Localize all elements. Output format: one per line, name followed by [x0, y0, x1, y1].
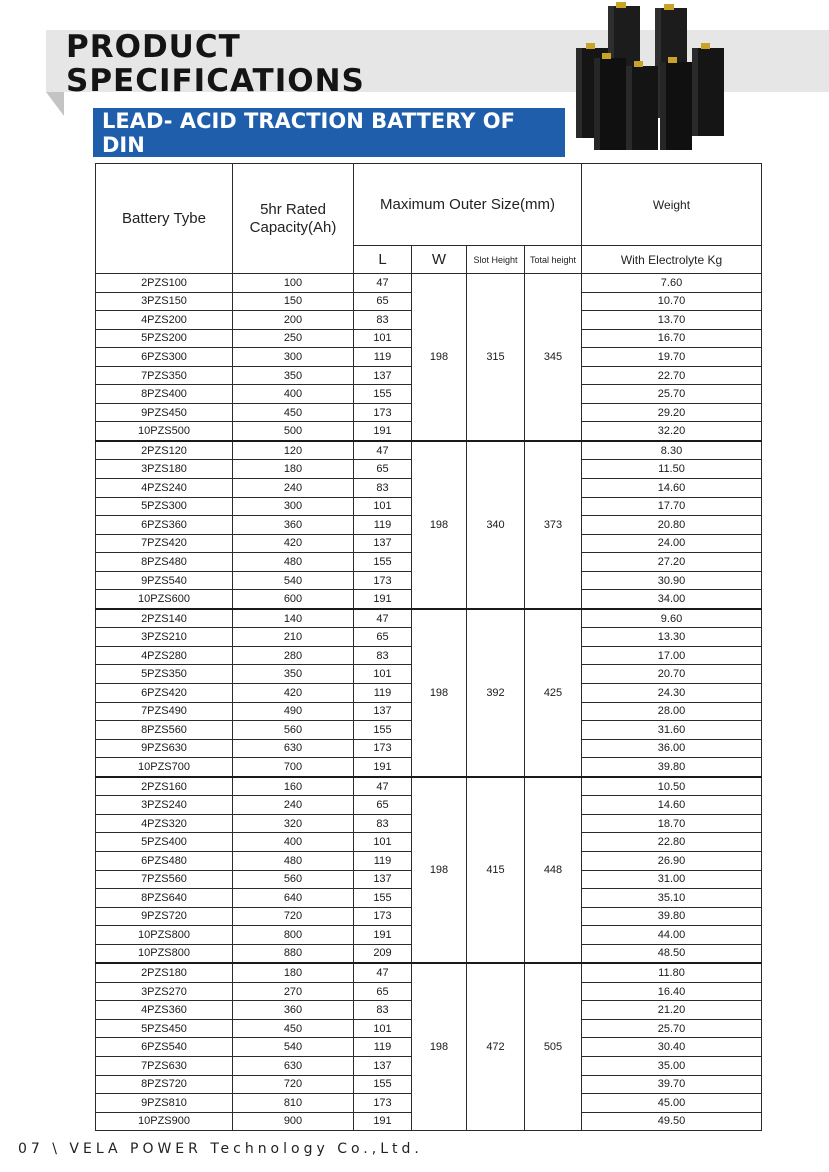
table-row — [96, 274, 762, 293]
battery-cell — [660, 57, 692, 150]
header-l: L — [354, 246, 412, 274]
cell-battery-type: 7PZS630 — [96, 1056, 233, 1075]
cell-capacity: 630 — [233, 1056, 354, 1075]
cell-battery-type: 10PZS700 — [96, 758, 233, 777]
cell-length: 191 — [354, 590, 412, 609]
cell-weight: 26.90 — [582, 851, 762, 870]
cell-total-height: 373 — [525, 441, 582, 609]
header-weight: Weight — [582, 164, 762, 246]
cell-weight: 35.00 — [582, 1056, 762, 1075]
cell-capacity: 360 — [233, 1001, 354, 1020]
cell-capacity: 140 — [233, 609, 354, 628]
cell-battery-type: 10PZS500 — [96, 422, 233, 441]
cell-length: 83 — [354, 814, 412, 833]
header-slot-height: Slot Height — [467, 246, 525, 274]
cell-length: 101 — [354, 665, 412, 684]
cell-total-height: 505 — [525, 963, 582, 1130]
cell-battery-type: 2PZS100 — [96, 274, 233, 293]
cell-weight: 30.90 — [582, 571, 762, 590]
cell-capacity: 280 — [233, 646, 354, 665]
cell-weight: 11.50 — [582, 460, 762, 479]
cell-width: 198 — [412, 609, 467, 777]
cell-battery-type: 8PZS480 — [96, 553, 233, 572]
cell-length: 47 — [354, 441, 412, 460]
cell-battery-type: 9PZS540 — [96, 571, 233, 590]
cell-capacity: 270 — [233, 982, 354, 1001]
cell-capacity: 100 — [233, 274, 354, 293]
battery-cell — [594, 53, 626, 150]
cell-capacity: 150 — [233, 292, 354, 311]
cell-battery-type: 5PZS400 — [96, 833, 233, 852]
header-weight-electrolyte: With Electrolyte Kg — [582, 246, 762, 274]
battery-cell — [626, 61, 658, 150]
cell-length: 83 — [354, 1001, 412, 1020]
cell-length: 83 — [354, 646, 412, 665]
cell-weight: 17.70 — [582, 497, 762, 516]
cell-capacity: 640 — [233, 889, 354, 908]
cell-battery-type: 7PZS350 — [96, 366, 233, 385]
cell-length: 119 — [354, 516, 412, 535]
cell-battery-type: 2PZS140 — [96, 609, 233, 628]
footer-text: 07 \ VELA POWER Technology Co.,Ltd. — [18, 1141, 423, 1157]
cell-weight: 44.00 — [582, 926, 762, 945]
cell-battery-type: 6PZS300 — [96, 348, 233, 367]
header-capacity-line-1: 5hr Rated — [260, 200, 326, 218]
cell-slot-height: 392 — [467, 609, 525, 777]
cell-capacity: 400 — [233, 385, 354, 404]
table-row — [96, 963, 762, 982]
cell-battery-type: 9PZS450 — [96, 403, 233, 422]
cell-weight: 24.30 — [582, 684, 762, 703]
cell-capacity: 450 — [233, 403, 354, 422]
cell-weight: 48.50 — [582, 944, 762, 963]
cell-capacity: 300 — [233, 348, 354, 367]
cell-length: 173 — [354, 403, 412, 422]
cell-length: 155 — [354, 889, 412, 908]
cell-slot-height: 340 — [467, 441, 525, 609]
battery-cells-image — [568, 0, 738, 152]
cell-battery-type: 6PZS480 — [96, 851, 233, 870]
cell-length: 101 — [354, 1019, 412, 1038]
cell-weight: 34.00 — [582, 590, 762, 609]
cell-length: 47 — [354, 609, 412, 628]
cell-capacity: 420 — [233, 684, 354, 703]
cell-weight: 16.70 — [582, 329, 762, 348]
cell-length: 209 — [354, 944, 412, 963]
cell-width: 198 — [412, 274, 467, 441]
cell-weight: 27.20 — [582, 553, 762, 572]
cell-capacity: 560 — [233, 870, 354, 889]
table-row — [96, 777, 762, 796]
cell-capacity: 560 — [233, 721, 354, 740]
cell-capacity: 240 — [233, 796, 354, 815]
cell-length: 65 — [354, 982, 412, 1001]
cell-length: 119 — [354, 1038, 412, 1057]
header-total-height: Total height — [525, 246, 582, 274]
cell-weight: 22.70 — [582, 366, 762, 385]
cell-capacity: 350 — [233, 665, 354, 684]
header-capacity — [233, 164, 354, 274]
cell-slot-height: 415 — [467, 777, 525, 963]
cell-length: 47 — [354, 274, 412, 293]
cell-battery-type: 4PZS200 — [96, 311, 233, 330]
cell-weight: 35.10 — [582, 889, 762, 908]
cell-length: 191 — [354, 926, 412, 945]
cell-battery-type: 9PZS810 — [96, 1094, 233, 1113]
cell-capacity: 360 — [233, 516, 354, 535]
spec-table-body — [96, 274, 762, 1131]
cell-weight: 31.00 — [582, 870, 762, 889]
cell-battery-type: 5PZS200 — [96, 329, 233, 348]
cell-weight: 13.30 — [582, 628, 762, 647]
cell-capacity: 630 — [233, 739, 354, 758]
cell-battery-type: 6PZS360 — [96, 516, 233, 535]
title-line-1: PRODUCT — [66, 29, 241, 65]
cell-capacity: 120 — [233, 441, 354, 460]
cell-battery-type: 8PZS400 — [96, 385, 233, 404]
cell-capacity: 400 — [233, 833, 354, 852]
cell-weight: 32.20 — [582, 422, 762, 441]
cell-capacity: 540 — [233, 1038, 354, 1057]
cell-weight: 16.40 — [582, 982, 762, 1001]
cell-capacity: 880 — [233, 944, 354, 963]
cell-slot-height: 315 — [467, 274, 525, 441]
cell-length: 65 — [354, 628, 412, 647]
cell-weight: 18.70 — [582, 814, 762, 833]
cell-battery-type: 7PZS560 — [96, 870, 233, 889]
cell-capacity: 700 — [233, 758, 354, 777]
cell-length: 65 — [354, 292, 412, 311]
cell-battery-type: 3PZS180 — [96, 460, 233, 479]
cell-weight: 39.70 — [582, 1075, 762, 1094]
cell-battery-type: 8PZS560 — [96, 721, 233, 740]
cell-weight: 11.80 — [582, 963, 762, 982]
cell-weight: 7.60 — [582, 274, 762, 293]
cell-length: 191 — [354, 422, 412, 441]
table-row — [96, 441, 762, 460]
header-outer-size: Maximum Outer Size(mm) — [354, 164, 582, 246]
cell-capacity: 540 — [233, 571, 354, 590]
cell-battery-type: 3PZS240 — [96, 796, 233, 815]
cell-weight: 22.80 — [582, 833, 762, 852]
cell-total-height: 425 — [525, 609, 582, 777]
cell-battery-type: 4PZS280 — [96, 646, 233, 665]
cell-battery-type: 8PZS640 — [96, 889, 233, 908]
cell-length: 191 — [354, 1112, 412, 1131]
cell-length: 155 — [354, 721, 412, 740]
cell-capacity: 320 — [233, 814, 354, 833]
cell-battery-type: 4PZS320 — [96, 814, 233, 833]
cell-capacity: 450 — [233, 1019, 354, 1038]
cell-battery-type: 4PZS360 — [96, 1001, 233, 1020]
cell-battery-type: 7PZS490 — [96, 702, 233, 721]
cell-weight: 19.70 — [582, 348, 762, 367]
cell-length: 155 — [354, 385, 412, 404]
cell-weight: 9.60 — [582, 609, 762, 628]
cell-weight: 13.70 — [582, 311, 762, 330]
cell-weight: 14.60 — [582, 796, 762, 815]
cell-capacity: 420 — [233, 534, 354, 553]
cell-length: 155 — [354, 1075, 412, 1094]
cell-capacity: 720 — [233, 1075, 354, 1094]
cell-battery-type: 10PZS900 — [96, 1112, 233, 1131]
cell-battery-type: 5PZS350 — [96, 665, 233, 684]
spec-table — [95, 163, 762, 1131]
cell-capacity: 250 — [233, 329, 354, 348]
cell-weight: 10.70 — [582, 292, 762, 311]
cell-capacity: 160 — [233, 777, 354, 796]
cell-length: 65 — [354, 796, 412, 815]
cell-weight: 8.30 — [582, 441, 762, 460]
cell-weight: 30.40 — [582, 1038, 762, 1057]
subtitle-bar — [93, 108, 565, 157]
cell-length: 65 — [354, 460, 412, 479]
cell-width: 198 — [412, 963, 467, 1130]
cell-length: 119 — [354, 684, 412, 703]
cell-length: 101 — [354, 833, 412, 852]
cell-battery-type: 7PZS420 — [96, 534, 233, 553]
cell-length: 173 — [354, 1094, 412, 1113]
cell-length: 83 — [354, 479, 412, 498]
cell-weight: 29.20 — [582, 403, 762, 422]
cell-length: 47 — [354, 963, 412, 982]
cell-capacity: 600 — [233, 590, 354, 609]
cell-capacity: 480 — [233, 553, 354, 572]
cell-length: 119 — [354, 851, 412, 870]
cell-slot-height: 472 — [467, 963, 525, 1130]
cell-length: 191 — [354, 758, 412, 777]
cell-length: 83 — [354, 311, 412, 330]
cell-battery-type: 3PZS210 — [96, 628, 233, 647]
cell-capacity: 240 — [233, 479, 354, 498]
cell-weight: 25.70 — [582, 385, 762, 404]
cell-weight: 39.80 — [582, 907, 762, 926]
cell-battery-type: 3PZS150 — [96, 292, 233, 311]
cell-battery-type: 10PZS800 — [96, 944, 233, 963]
header-capacity-line-2: Capacity(Ah) — [249, 218, 337, 236]
cell-weight: 14.60 — [582, 479, 762, 498]
cell-width: 198 — [412, 441, 467, 609]
header-battery-type: Battery Tybe — [96, 164, 233, 274]
cell-capacity: 180 — [233, 963, 354, 982]
cell-weight: 21.20 — [582, 1001, 762, 1020]
cell-length: 173 — [354, 907, 412, 926]
cell-length: 137 — [354, 870, 412, 889]
cell-battery-type: 5PZS450 — [96, 1019, 233, 1038]
cell-length: 137 — [354, 1056, 412, 1075]
cell-length: 155 — [354, 553, 412, 572]
cell-width: 198 — [412, 777, 467, 963]
cell-length: 101 — [354, 497, 412, 516]
cell-battery-type: 9PZS720 — [96, 907, 233, 926]
cell-capacity: 900 — [233, 1112, 354, 1131]
cell-length: 173 — [354, 571, 412, 590]
cell-length: 47 — [354, 777, 412, 796]
cell-weight: 10.50 — [582, 777, 762, 796]
cell-weight: 20.70 — [582, 665, 762, 684]
subtitle-text: LEAD- ACID TRACTION BATTERY OF DIN — [102, 108, 515, 157]
cell-weight: 24.00 — [582, 534, 762, 553]
cell-battery-type: 2PZS120 — [96, 441, 233, 460]
cell-capacity: 180 — [233, 460, 354, 479]
cell-battery-type: 8PZS720 — [96, 1075, 233, 1094]
cell-weight: 45.00 — [582, 1094, 762, 1113]
cell-total-height: 345 — [525, 274, 582, 441]
cell-battery-type: 10PZS800 — [96, 926, 233, 945]
cell-battery-type: 4PZS240 — [96, 479, 233, 498]
cell-battery-type: 6PZS540 — [96, 1038, 233, 1057]
title-banner-tail — [46, 92, 64, 116]
cell-weight: 36.00 — [582, 739, 762, 758]
cell-length: 101 — [354, 329, 412, 348]
cell-weight: 17.00 — [582, 646, 762, 665]
cell-weight: 28.00 — [582, 702, 762, 721]
cell-capacity: 800 — [233, 926, 354, 945]
cell-weight: 20.80 — [582, 516, 762, 535]
cell-capacity: 300 — [233, 497, 354, 516]
cell-capacity: 810 — [233, 1094, 354, 1113]
header-w: W — [412, 246, 467, 274]
cell-capacity: 500 — [233, 422, 354, 441]
cell-battery-type: 10PZS600 — [96, 590, 233, 609]
table-row — [96, 609, 762, 628]
cell-battery-type: 2PZS160 — [96, 777, 233, 796]
cell-length: 137 — [354, 366, 412, 385]
cell-total-height: 448 — [525, 777, 582, 963]
title-line-2: SPECIFICATIONS — [66, 63, 365, 99]
cell-length: 119 — [354, 348, 412, 367]
battery-cell — [692, 43, 724, 136]
cell-battery-type: 3PZS270 — [96, 982, 233, 1001]
cell-battery-type: 2PZS180 — [96, 963, 233, 982]
cell-weight: 25.70 — [582, 1019, 762, 1038]
cell-length: 137 — [354, 534, 412, 553]
page-title — [66, 30, 365, 98]
cell-capacity: 720 — [233, 907, 354, 926]
cell-capacity: 480 — [233, 851, 354, 870]
cell-battery-type: 6PZS420 — [96, 684, 233, 703]
cell-weight: 49.50 — [582, 1112, 762, 1131]
cell-weight: 31.60 — [582, 721, 762, 740]
cell-length: 173 — [354, 739, 412, 758]
cell-capacity: 350 — [233, 366, 354, 385]
cell-weight: 39.80 — [582, 758, 762, 777]
cell-battery-type: 9PZS630 — [96, 739, 233, 758]
cell-length: 137 — [354, 702, 412, 721]
cell-capacity: 490 — [233, 702, 354, 721]
cell-battery-type: 5PZS300 — [96, 497, 233, 516]
cell-capacity: 210 — [233, 628, 354, 647]
cell-capacity: 200 — [233, 311, 354, 330]
